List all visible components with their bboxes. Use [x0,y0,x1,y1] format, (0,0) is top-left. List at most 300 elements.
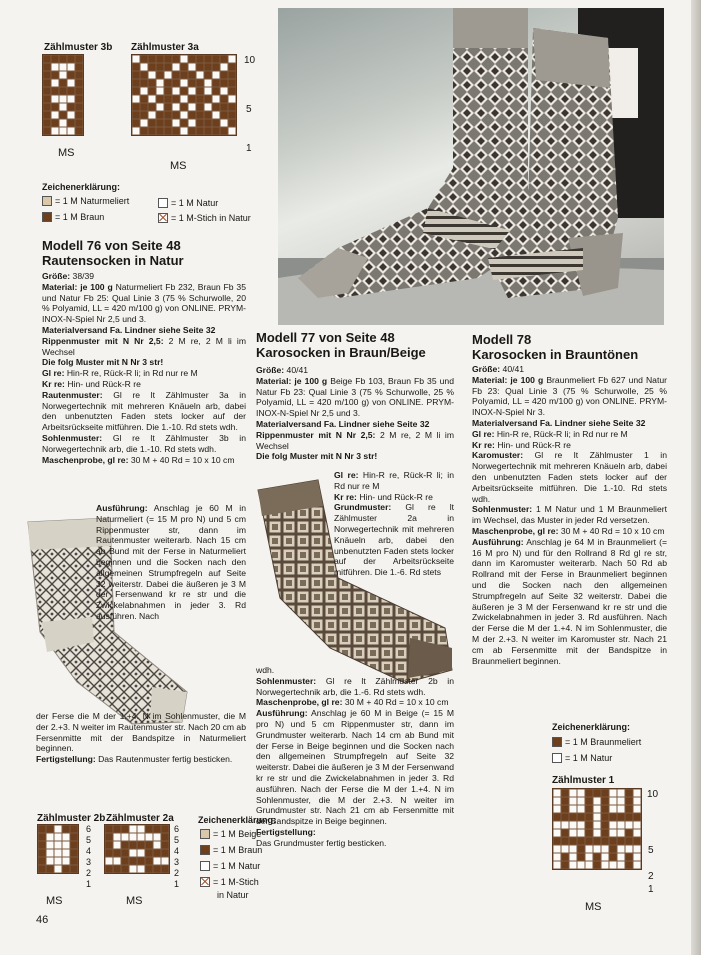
chart-cell [196,63,204,71]
chart-cell [204,127,212,135]
chart-cell [164,71,172,79]
chart-cell [67,111,75,119]
chart-cell [633,813,641,821]
chart-cell [585,861,593,869]
chart-cell [38,865,46,873]
chart-cell [153,865,161,873]
chart-cell [220,95,228,103]
chart-cell [70,857,78,865]
chart-cell [145,849,153,857]
swatch-braun [42,212,52,222]
chart-cell [204,95,212,103]
chart-cell [137,857,145,865]
modell-78-text: Größe: 40/41 Material: je 100 g Braunmeliert Fb 627 und Natur Fb 23: Qual Linie 3 (75 % Schurwolle, 25 % Polyamid, LL = 420 m/100 g) von ONLINE. PRYM-INOX-N-Spiel Nr 3. Materialversand Fa. Lindner siehe Seite 32 Gl re: Hin-R re, Rück-R li; in Rd nur re M Kr re: Hin- und Rück-R re Karomuster: Gl re lt Zählmuster 1 in Norwegertechnik mit mehreren Knäueln arb, dabei den unbenutzten Faden stets locker auf der Arbeitsrückseite mitführen. Die 1.-10. Rd stets wdh. Sohlenmuster: 1 M Natur und 1 M Braunmeliert im Wechsel, das Muster in jeder Rd versetzen. Maschenprobe, gl re: 30 M + 40 Rd = 10 x 10 cm Ausführung: Anschlag je 64 M in Braunmeliert (= 16 M pro N) und für den Rollrand 8 Rd gl re str, dann im Karomuster weiterarb. Nach 50 Rd ab Rollrand mit der Ferse in Braunmeliert beginnen und die Socken nach den allgemeinen Strumpfregeln auf Seite 32 weiterstr. Dabei die äußeren je 3 M der Fersenwand kr re str und die Zwickelabnahmen in jeder 3. Rd ausführen. Nach der Ferse die M der 1.+4. N im Sohlenmuster, die M der 2.+3. N weiter im Karomuster str. Nach 21 cm ab Fersenmitte mit der Bandspitze in Braunmeliert beginnen. [472,364,667,666]
chart-cell [164,79,172,87]
chart-cell [43,55,51,63]
chart-2b-grid [37,824,79,874]
chart-cell [617,813,625,821]
chart-cell [553,845,561,853]
chart-cell [172,119,180,127]
chart-cell [132,79,140,87]
chart-cell [172,71,180,79]
chart-cell [148,87,156,95]
chart-cell [228,95,236,103]
chart-cell [132,103,140,111]
chart-cell [113,825,121,833]
chart-cell [228,79,236,87]
chart-cell [172,103,180,111]
chart-cell [164,119,172,127]
chart-cell [153,825,161,833]
swatch-stich [200,877,210,887]
chart-cell [148,103,156,111]
chart-cell [180,95,188,103]
chart-cell [113,841,121,849]
chart-cell [145,841,153,849]
chart-cell [132,111,140,119]
chart-cell [164,55,172,63]
chart-cell [593,797,601,805]
chart-cell [38,841,46,849]
chart-cell [43,87,51,95]
chart-cell [196,127,204,135]
chart-cell [121,841,129,849]
chart-cell [553,805,561,813]
chart-cell [625,805,633,813]
chart-cell [585,789,593,797]
chart-cell [148,63,156,71]
chart-3b-ms-label: MS [58,147,75,159]
photo-rautensocken [278,8,664,325]
chart-cell [43,119,51,127]
chart-cell [585,845,593,853]
chart-cell [609,821,617,829]
chart-cell [561,829,569,837]
chart-cell [46,825,54,833]
chart-cell [51,71,59,79]
chart-cell [129,857,137,865]
chart-cell [172,79,180,87]
chart-cell [601,861,609,869]
chart-cell [220,103,228,111]
chart-2a-rows: 6 5 4 3 2 1 [174,824,180,889]
chart-cell [148,95,156,103]
chart-cell [212,103,220,111]
chart-cell [212,55,220,63]
chart-cell [212,127,220,135]
chart-cell [196,87,204,95]
chart-cell [67,87,75,95]
legend-77-item-natur: = 1 M Natur [200,861,260,871]
chart-cell [43,111,51,119]
chart-cell [70,841,78,849]
chart-cell [140,87,148,95]
chart-cell [156,79,164,87]
chart-cell [204,119,212,127]
chart-cell [569,821,577,829]
page-number: 46 [36,914,49,926]
chart-cell [105,865,113,873]
chart-cell [609,813,617,821]
chart-cell [140,55,148,63]
legend-78-item-braunmeliert: = 1 M Braunmeliert [552,737,641,747]
chart-cell [204,55,212,63]
chart-cell [577,789,585,797]
chart-cell [196,95,204,103]
chart-cell [172,111,180,119]
chart-cell [228,119,236,127]
chart-cell [220,127,228,135]
chart-cell [625,797,633,805]
chart-cell [601,837,609,845]
chart-cell [569,797,577,805]
chart-cell [156,87,164,95]
chart-cell [129,833,137,841]
chart-cell [553,861,561,869]
chart-cell [609,837,617,845]
chart-cell [625,861,633,869]
chart-cell [148,111,156,119]
chart-cell [228,103,236,111]
chart-cell [161,841,169,849]
chart-cell [137,865,145,873]
chart-cell [46,857,54,865]
chart-cell [617,837,625,845]
chart-cell [617,829,625,837]
chart-cell [161,825,169,833]
chart-cell [105,849,113,857]
chart-cell [212,87,220,95]
chart-cell [593,813,601,821]
chart-cell [121,849,129,857]
swatch-natur [552,753,562,763]
chart-cell [140,95,148,103]
chart-cell [609,829,617,837]
chart-cell [601,797,609,805]
chart-cell [172,63,180,71]
chart-cell [54,841,62,849]
modell-78-heading: Modell 78 Karosocken in Brauntönen [472,332,639,362]
chart-cell [67,95,75,103]
chart-cell [633,789,641,797]
chart-cell [553,829,561,837]
chart-cell [569,853,577,861]
chart-cell [633,837,641,845]
chart-cell [105,833,113,841]
chart-cell [228,63,236,71]
chart-cell [113,849,121,857]
chart-1-grid [552,788,642,870]
chart-cell [156,55,164,63]
chart-cell [188,127,196,135]
chart-cell [113,857,121,865]
chart-cell [180,55,188,63]
chart-cell [161,865,169,873]
chart-cell [577,861,585,869]
chart-cell [153,849,161,857]
chart-2a-grid [104,824,170,874]
chart-cell [220,79,228,87]
chart-cell [625,837,633,845]
chart-cell [561,821,569,829]
chart-cell [67,103,75,111]
chart-cell [75,111,83,119]
chart-cell [593,789,601,797]
chart-cell [46,841,54,849]
chart-cell [148,127,156,135]
chart-cell [220,63,228,71]
chart-cell [62,833,70,841]
chart-cell [625,821,633,829]
chart-cell [164,63,172,71]
chart-cell [180,63,188,71]
chart-cell [625,813,633,821]
chart-cell [228,111,236,119]
chart-cell [137,833,145,841]
chart-cell [220,71,228,79]
chart-cell [105,857,113,865]
chart-cell [585,829,593,837]
chart-cell [164,127,172,135]
chart-cell [54,833,62,841]
chart-cell [156,103,164,111]
chart-cell [228,55,236,63]
chart-cell [51,63,59,71]
chart-cell [212,79,220,87]
chart-cell [585,853,593,861]
chart-cell [148,71,156,79]
chart-cell [196,79,204,87]
chart-cell [140,71,148,79]
chart-cell [67,71,75,79]
modell-76-text-end: der Ferse die M der 1.+4. N im Sohlenmuster, die M der 2.+3. N weiter im Rautenmuster str. Nach 20 cm ab Fersenmitte mit der Bandspitze in Naturmeliert beginnen. Fertigstellung: Das Rautenmuster fertig besticken. [36,711,246,765]
swatch-braunmeliert [552,737,562,747]
chart-cell [145,865,153,873]
chart-cell [561,837,569,845]
chart-2a-ms-label: MS [126,895,143,907]
chart-cell [70,833,78,841]
chart-cell [67,119,75,127]
chart-title-2a: Zählmuster 2a [106,813,174,824]
chart-cell [585,805,593,813]
chart-cell [609,805,617,813]
chart-cell [228,87,236,95]
chart-cell [54,825,62,833]
chart-cell [204,63,212,71]
chart-3a-row-10: 10 [244,55,256,66]
chart-cell [593,821,601,829]
modell-77-muster: Gl re: Hin-R re, Rück-R li; in Rd nur re M Kr re: Hin- und Rück-R re Grundmuster: Gl re lt Zählmuster 2a in Norwegertechnik mit mehreren Knäueln arb, dabei den unbenutzten Faden stets locker auf der Arbeitsrückseite mitführen. Die 1.-6. Rd stets [334,470,454,578]
chart-cell [188,95,196,103]
chart-cell [561,789,569,797]
chart-cell [43,71,51,79]
chart-cell [54,857,62,865]
chart-cell [51,55,59,63]
chart-cell [148,119,156,127]
chart-3a-ms-label: MS [170,160,187,172]
chart-cell [617,789,625,797]
modell-76-ausfuehrung: Ausführung: Anschlag je 60 M in Naturmeliert (= 15 M pro N) und 5 cm Rippenmuster str, dann im Rautenmuster weiterarb. Nach 15 cm ab Bund mit der Ferse in Naturmeliert beginnen und die Socken nach den allgemeinen Strumpfregeln auf Seite 32 weiterstr. Dabei die äußeren je 3 M der Fersenwand kr re str und die Zwickelabnahmen in jeder 3. Rd ausführen. Nach [96,503,246,621]
chart-cell [196,119,204,127]
legend-77-item-beige: = 1 M Beige [200,829,261,839]
chart-cell [46,849,54,857]
chart-cell [577,853,585,861]
chart-cell [164,111,172,119]
swatch-natur [200,861,210,871]
chart-cell [220,87,228,95]
chart-cell [75,63,83,71]
chart-cell [132,55,140,63]
chart-cell [67,63,75,71]
chart-cell [569,861,577,869]
chart-cell [196,71,204,79]
chart-cell [75,79,83,87]
chart-cell [59,79,67,87]
chart-cell [132,87,140,95]
chart-title-3b: Zählmuster 3b [44,42,113,53]
chart-cell [113,833,121,841]
chart-cell [180,111,188,119]
chart-cell [204,87,212,95]
chart-cell [609,845,617,853]
chart-cell [54,849,62,857]
chart-cell [553,813,561,821]
chart-1-row-10: 10 [647,789,659,800]
legend-76-title: Zeichenerklärung: [42,182,121,192]
chart-cell [46,865,54,873]
chart-cell [601,845,609,853]
legend-77-title: Zeichenerklärung: [198,815,277,825]
chart-cell [51,79,59,87]
chart-cell [67,127,75,135]
chart-cell [59,95,67,103]
chart-cell [585,821,593,829]
chart-cell [51,103,59,111]
chart-cell [156,63,164,71]
chart-cell [140,119,148,127]
chart-cell [43,127,51,135]
chart-cell [180,127,188,135]
chart-cell [156,111,164,119]
chart-cell [62,825,70,833]
chart-3a-row-1: 1 [246,143,252,154]
chart-1-ms-label: MS [585,901,602,913]
chart-cell [62,865,70,873]
chart-cell [129,849,137,857]
legend-76-item-naturmeliert: = 1 M Naturmeliert [42,196,129,206]
chart-cell [633,805,641,813]
chart-cell [617,845,625,853]
chart-cell [569,837,577,845]
chart-cell [617,805,625,813]
chart-cell [561,797,569,805]
chart-cell [59,63,67,71]
legend-78-title: Zeichenerklärung: [552,722,631,732]
chart-cell [577,829,585,837]
chart-cell [188,63,196,71]
chart-cell [113,865,121,873]
legend-77-item-stich-natur: in Natur [217,890,249,900]
chart-cell [62,849,70,857]
chart-cell [38,849,46,857]
legend-77-item-braun: = 1 M Braun [200,845,262,855]
chart-cell [59,87,67,95]
chart-cell [601,829,609,837]
chart-cell [188,79,196,87]
chart-cell [561,853,569,861]
chart-cell [75,103,83,111]
chart-cell [188,119,196,127]
chart-cell [617,861,625,869]
chart-cell [121,857,129,865]
modell-77-text-2: wdh. Sohlenmuster: Gl re lt Zählmuster 2b in Norwegertechnik arb, die 1.-6. Rd stets wdh. Maschenprobe, gl re: 30 M + 40 Rd = 10 x 10 cm Ausführung: Anschlag je 60 M in Beige (= 15 M pro N) und 5 cm Rippenmuster str, dann im Grundmuster weiterarb. Nach 14 cm ab Bund mit der Ferse in Beige beginnen und die Socken nach den allgemeinen Strumpfregeln auf Seite 32 weiterstr. Dabei die äußeren je 3 M der Fersenwand kr re str und die Zwickelabnahmen in jeder 3. Rd ausführen. Nach der Ferse die M der 1.+4. N im Sohlenmuster, die M der 2.+3. N weiter im Grundmuster str. Nach 21 cm ab Fersenmitte mit der Bandspitze in Beige beginnen. Fertigstellung: Das Grundmuster fertig besticken. [256,665,454,848]
chart-cell [204,71,212,79]
chart-cell [59,103,67,111]
chart-cell [593,853,601,861]
modell-76-text: Größe: 38/39 Material: je 100 g Naturmeliert Fb 232, Braun Fb 35 und Natur Fb 25: Qual Linie 3 (75 % Schurwolle, 20 % Polyamid, LL = 420 m/100 g) von ONLINE. PRYM-INOX-N-Spiel Nr 2,5 und 3. Materialversand Fa. Lindner siehe Seite 32 Rippenmuster mit N Nr 2,5: 2 M re, 2 M li im Wechsel Die folg Muster mit N Nr 3 str! Gl re: Hin-R re, Rück-R li; in Rd nur re M Kr re: Hin- und Rück-R re Rautenmuster: Gl re lt Zählmuster 3a in Norwegertechnik mit mehreren Knäueln arb, dabei den unbenutzten Faden stets locker auf der Arbeitsrückseite mitführen. Die 1.-10. Rd stets wdh. Sohlenmuster: Gl re lt Zählmuster 3b in Norwegertechnik arb, die 1.-10. Rd stets wdh. Maschenprobe, gl re: 30 M + 40 Rd = 10 x 10 cm [42,271,246,465]
chart-cell [220,55,228,63]
chart-cell [164,95,172,103]
chart-cell [617,797,625,805]
chart-cell [75,55,83,63]
chart-cell [75,71,83,79]
chart-cell [62,841,70,849]
chart-cell [51,95,59,103]
page-edge [691,0,701,955]
chart-cell [75,87,83,95]
modell-77-heading: Modell 77 von Seite 48 Karosocken in Braun/Beige [256,330,426,360]
legend-78-item-natur: = 1 M Natur [552,753,612,763]
chart-cell [161,833,169,841]
chart-cell [153,841,161,849]
chart-cell [577,821,585,829]
chart-cell [593,829,601,837]
chart-cell [105,825,113,833]
chart-cell [59,55,67,63]
chart-cell [70,865,78,873]
chart-cell [156,119,164,127]
chart-cell [625,789,633,797]
chart-cell [38,857,46,865]
chart-cell [62,857,70,865]
chart-3a-grid [131,54,237,136]
chart-cell [561,813,569,821]
chart-cell [553,797,561,805]
chart-cell [633,845,641,853]
chart-cell [204,111,212,119]
swatch-natur [158,198,168,208]
chart-cell [625,853,633,861]
chart-cell [180,119,188,127]
chart-cell [129,865,137,873]
chart-cell [172,87,180,95]
chart-3a-row-5: 5 [246,104,252,115]
chart-cell [561,845,569,853]
chart-cell [228,71,236,79]
legend-76-item-stich: = 1 M-Stich in Natur [158,213,251,223]
chart-cell [220,119,228,127]
chart-cell [212,63,220,71]
chart-cell [137,849,145,857]
chart-cell [156,71,164,79]
chart-cell [156,127,164,135]
chart-cell [553,853,561,861]
chart-cell [43,95,51,103]
chart-cell [137,841,145,849]
chart-cell [577,813,585,821]
chart-cell [140,79,148,87]
chart-cell [132,71,140,79]
